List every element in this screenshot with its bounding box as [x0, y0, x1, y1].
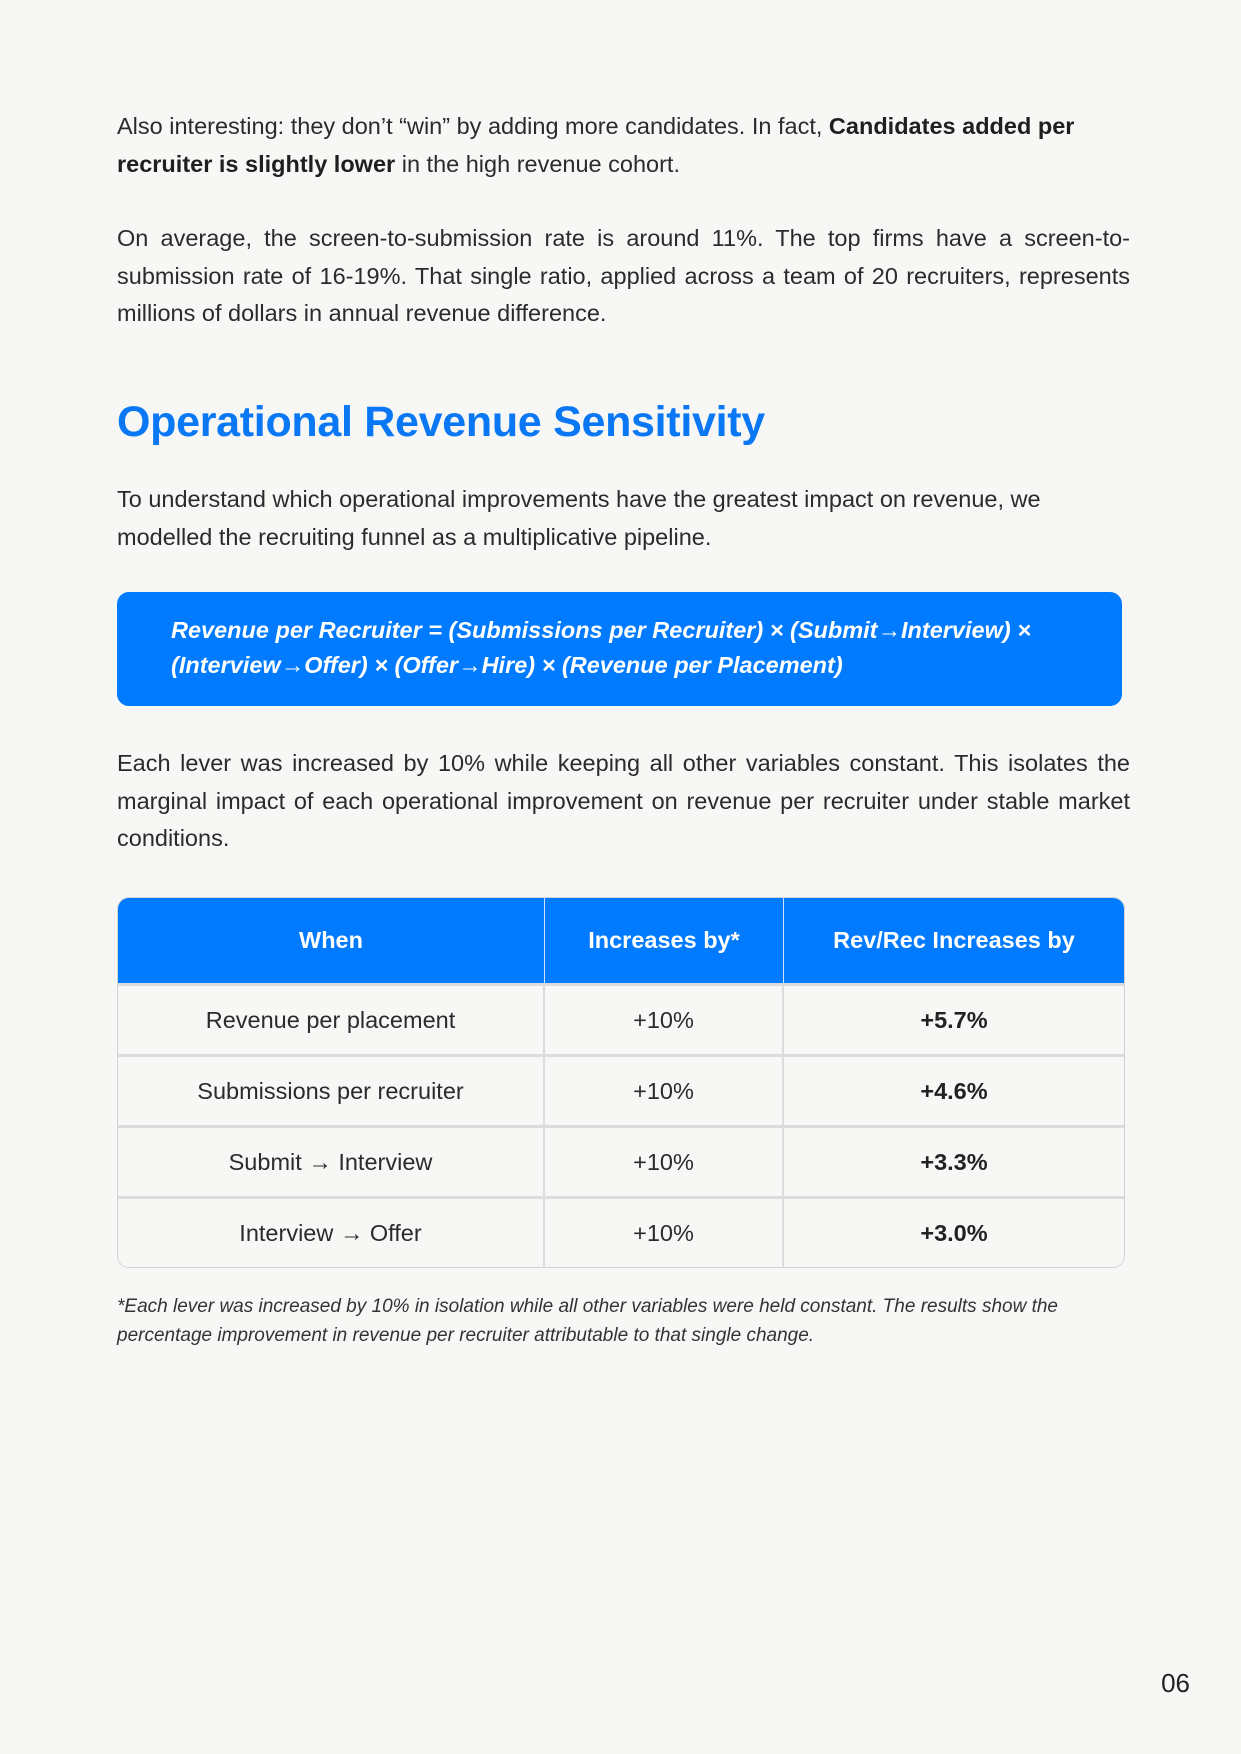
result-cell: +5.7%: [784, 983, 1124, 1054]
bold-highlight: Candidates added per recruiter is slightly lower: [117, 113, 1075, 177]
lever-cell: Interview → Offer: [118, 1196, 545, 1267]
table-header-row: [118, 898, 1124, 983]
increase-cell: +10%: [545, 1196, 784, 1267]
table-row: [118, 1054, 1124, 1125]
increase-cell: +10%: [545, 1054, 784, 1125]
increase-cell: +10%: [545, 1125, 784, 1196]
column-header-revrec: Rev/Rec Increases by: [784, 898, 1124, 983]
column-header-increase: Increases by*: [545, 898, 784, 983]
paragraph-candidates: [117, 108, 1130, 183]
table-row: [118, 1125, 1124, 1196]
text: in the high revenue cohort.: [395, 150, 680, 177]
column-header-when: When: [118, 898, 545, 983]
lever-cell: Revenue per placement: [118, 983, 545, 1054]
footnote: *Each lever was increased by 10% in isolation while all other variables were held constant. The results show the percentage improvement in revenue per recruiter attributable to that single change.: [117, 1296, 1058, 1346]
section-heading: Operational Revenue Sensitivity: [117, 398, 765, 446]
sensitivity-table: [117, 897, 1125, 1268]
lever-cell: Submissions per recruiter: [118, 1054, 545, 1125]
formula-box: Revenue per Recruiter = (Submissions per Recruiter) × (Submit→Interview) × (Interview→Offer) × (Offer→Hire) × (Revenue per Placement): [117, 592, 1122, 706]
result-cell: +4.6%: [784, 1054, 1124, 1125]
result-cell: +3.0%: [784, 1196, 1124, 1267]
text: Also interesting: they don’t “win” by adding more candidates. In fact,: [117, 113, 829, 139]
lever-cell: Submit → Interview: [118, 1125, 545, 1196]
paragraph-intro: To understand which operational improvements have the greatest impact on revenue, we modelled the recruiting funnel as a multiplicative pipeline.: [117, 486, 1041, 550]
table-row: [118, 983, 1124, 1054]
paragraph-method: Each lever was increased by 10% while keeping all other variables constant. This isolates the marginal impact of each operational improvement on revenue per recruiter under stable market conditions.: [117, 750, 1130, 851]
paragraph-screen-rate: On average, the screen-to-submission rate is around 11%. The top firms have a screen-to-submission rate of 16-19%. That single ratio, applied across a team of 20 recruiters, represents millions of dollars in annual revenue difference.: [117, 225, 1130, 326]
increase-cell: +10%: [545, 983, 784, 1054]
table-row: [118, 1196, 1124, 1267]
result-cell: +3.3%: [784, 1125, 1124, 1196]
page-number: 06: [1161, 1668, 1190, 1698]
